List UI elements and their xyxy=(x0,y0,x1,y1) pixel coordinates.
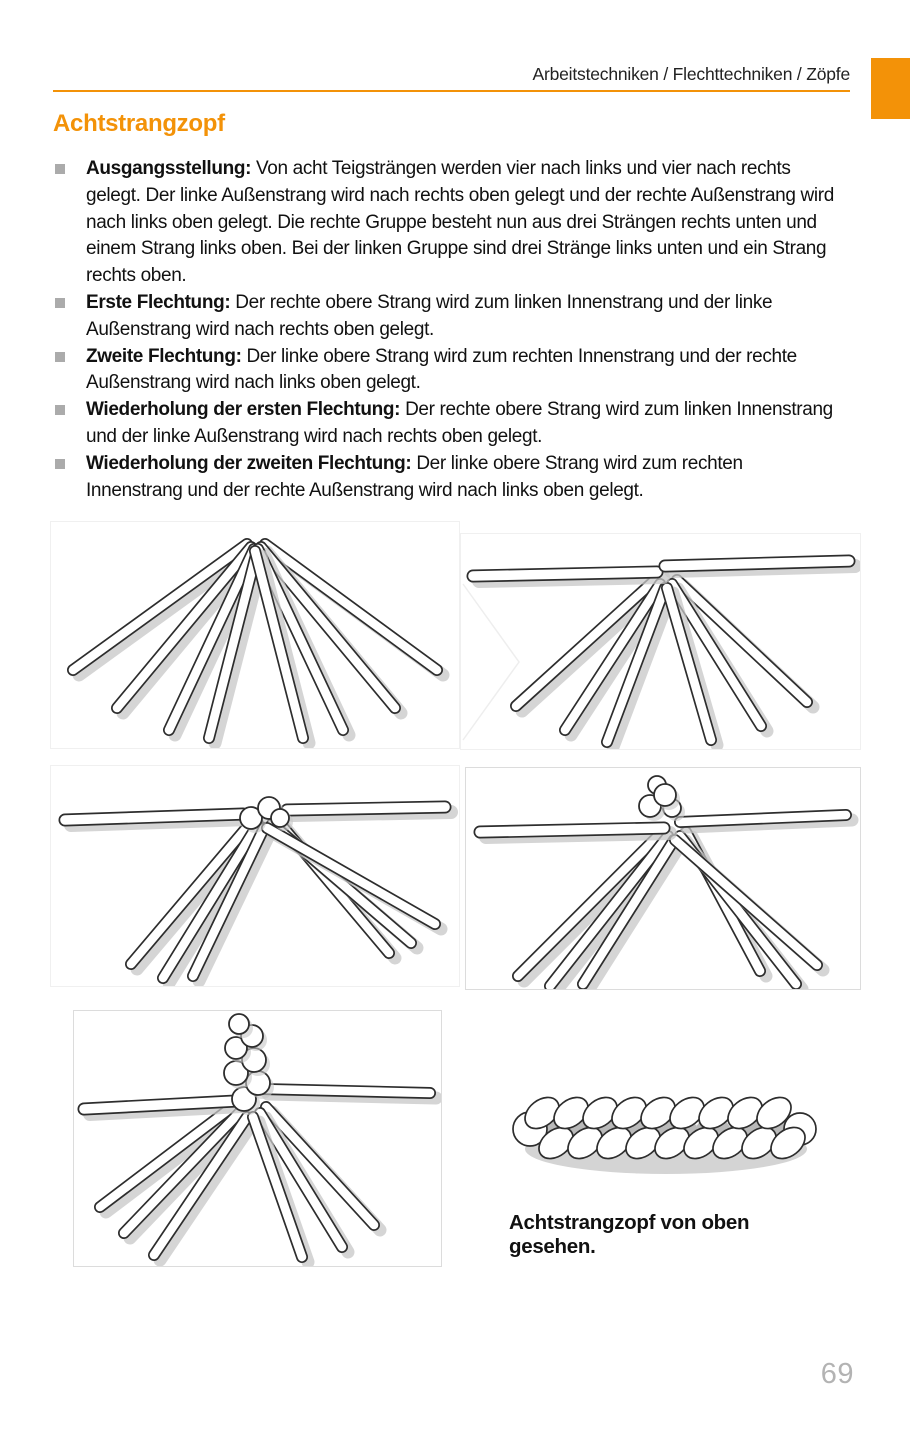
figure-step-5-braid-growing xyxy=(73,1010,442,1267)
illustration-canvas xyxy=(51,766,459,986)
figure-step-1-eight-strands-fan xyxy=(50,521,460,749)
illustration-canvas xyxy=(466,768,860,989)
page-number: 69 xyxy=(820,1358,854,1390)
instruction-item xyxy=(53,156,841,290)
figure-step-4-second-weave xyxy=(465,767,861,990)
breadcrumb: Arbeitstechniken / Flechttechniken / Zöpfe xyxy=(532,64,850,84)
bullet-square-icon xyxy=(55,459,65,469)
instruction-lead: Wiederholung der ersten Flechtung: xyxy=(86,399,401,421)
instruction-list xyxy=(53,156,841,504)
bullet-square-icon xyxy=(55,298,65,308)
instruction-text: Von acht Teigsträngen werden vier nach links und vier nach rechts gelegt. Der linke Außenstrang wird nach rechts oben gelegt und der rechte Außenstrang wird nach links oben gelegt. Die rechte Gruppe besteht nun aus drei Strängen rechts unten und einem Strang links oben. Bei der linken Gruppe sind drei Stränge links unten und ein Strang rechts oben. xyxy=(86,158,834,287)
instruction-lead: Zweite Flechtung: xyxy=(86,345,242,367)
instruction-lead: Wiederholung der zweiten Flechtung: xyxy=(86,452,412,474)
instruction-text: Der linke obere Strang wird zum rechten Innenstrang und der rechte Außenstrang wird nach links oben gelegt. xyxy=(86,345,797,394)
bullet-square-icon xyxy=(55,405,65,415)
illustration-canvas xyxy=(508,1083,823,1191)
page-title: Achtstrangzopf xyxy=(53,110,225,137)
instruction-text: Der rechte obere Strang wird zum linken Innenstrang und der linke Außenstrang wird nach rechts oben gelegt. xyxy=(86,399,833,447)
figure-caption: Achtstrangzopf von oben gesehen. xyxy=(509,1211,750,1258)
header-rule xyxy=(53,90,850,92)
chapter-tab xyxy=(871,58,910,119)
figure-step-2-outer-strands-up xyxy=(460,533,861,750)
illustration-canvas xyxy=(74,1011,441,1266)
instruction-item xyxy=(53,451,841,505)
instruction-lead: Ausgangsstellung: xyxy=(86,158,252,179)
instruction-item xyxy=(53,290,841,344)
instruction-lead: Erste Flechtung: xyxy=(86,291,231,313)
figure-final-braid-top-view xyxy=(508,1083,823,1191)
illustration-canvas xyxy=(461,534,860,749)
instruction-text: Der linke obere Strang wird zum rechten Innenstrang und der rechte Außenstrang wird nach links oben gelegt. xyxy=(86,452,743,501)
instruction-item xyxy=(53,397,841,451)
instruction-text: Der rechte obere Strang wird zum linken Innenstrang und der linke Außenstrang wird nach rechts oben gelegt. xyxy=(86,291,773,340)
instruction-item xyxy=(53,344,841,398)
bullet-square-icon xyxy=(55,352,65,362)
illustration-canvas xyxy=(51,522,459,748)
figure-step-3-first-weave xyxy=(50,765,460,987)
bullet-square-icon xyxy=(55,164,65,174)
